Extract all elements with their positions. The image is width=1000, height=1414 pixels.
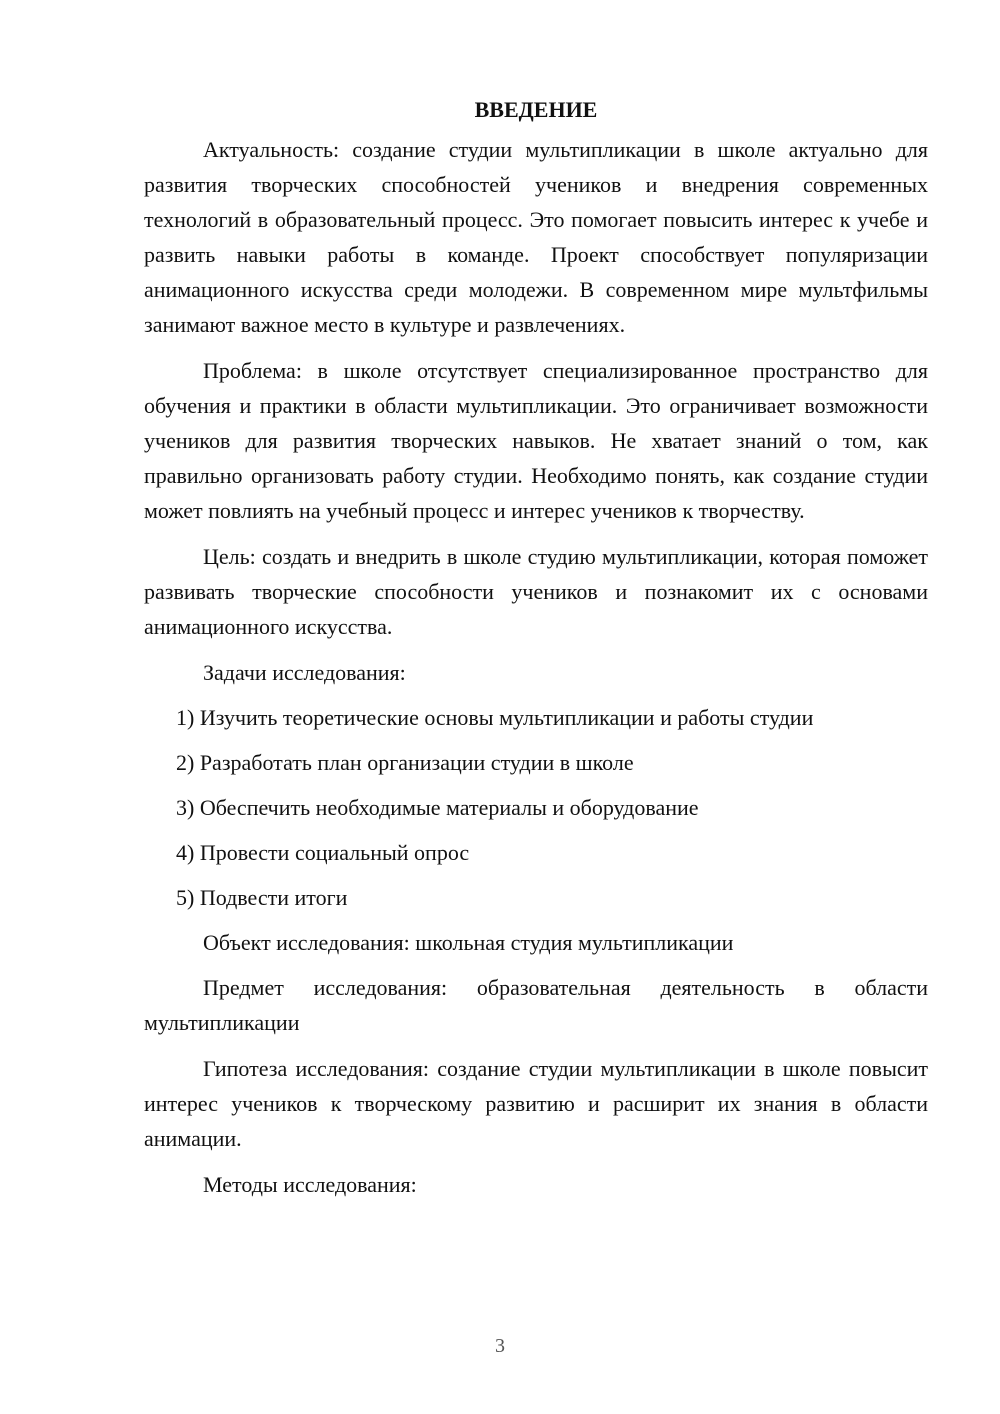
methods-heading: Методы исследования: (203, 1172, 417, 1197)
list-item: 2) Разработать план организации студии в школе (176, 750, 634, 775)
page-number: 3 (495, 1335, 505, 1357)
list-item: 1) Изучить теоретические основы мультипликации и работы студии (176, 705, 814, 730)
tasks-list (144, 700, 928, 915)
page-title: ВВЕДЕНИЕ (474, 97, 598, 122)
list-item: 3) Обеспечить необходимые материалы и оборудование (176, 795, 699, 820)
relevance-paragraph: Актуальность: создание студии мультипликации в школе актуально для развития творческих способностей учеников и внедрения современных технологий в образовательный процесс. Это помогает повысить интерес к учебе и развить навыки работы в команде. Проект способствует популяризации анимационного искусства среди молодежи. В современном мире мультфильмы занимают важное место в культуре и развлечениях. (144, 137, 928, 337)
goal-paragraph: Цель: создать и внедрить в школе студию мультипликации, которая поможет развивать творческие способности учеников и познакомит их с основами анимационного искусства. (144, 544, 928, 639)
problem-paragraph: Проблема: в школе отсутствует специализированное пространство для обучения и практики в области мультипликации. Это ограничивает возможности учеников для развития творческих навыков. Не хватает знаний о том, как правильно организовать работу студии. Необходимо понять, как создание студии может повлиять на учебный процесс и интерес учеников к творчеству. (144, 358, 928, 523)
document-page (144, 92, 928, 1212)
list-item: 4) Провести социальный опрос (176, 840, 470, 865)
list-item: 5) Подвести итоги (176, 885, 348, 910)
tasks-heading: Задачи исследования: (203, 660, 406, 685)
hypothesis-paragraph: Гипотеза исследования: создание студии мультипликации в школе повысит интерес учеников к творческому развитию и расширит их знания в области анимации. (144, 1056, 928, 1151)
subject-paragraph: Предмет исследования: образовательная деятельность в области мультипликации (144, 975, 928, 1035)
object-paragraph: Объект исследования: школьная студия мультипликации (203, 930, 734, 955)
